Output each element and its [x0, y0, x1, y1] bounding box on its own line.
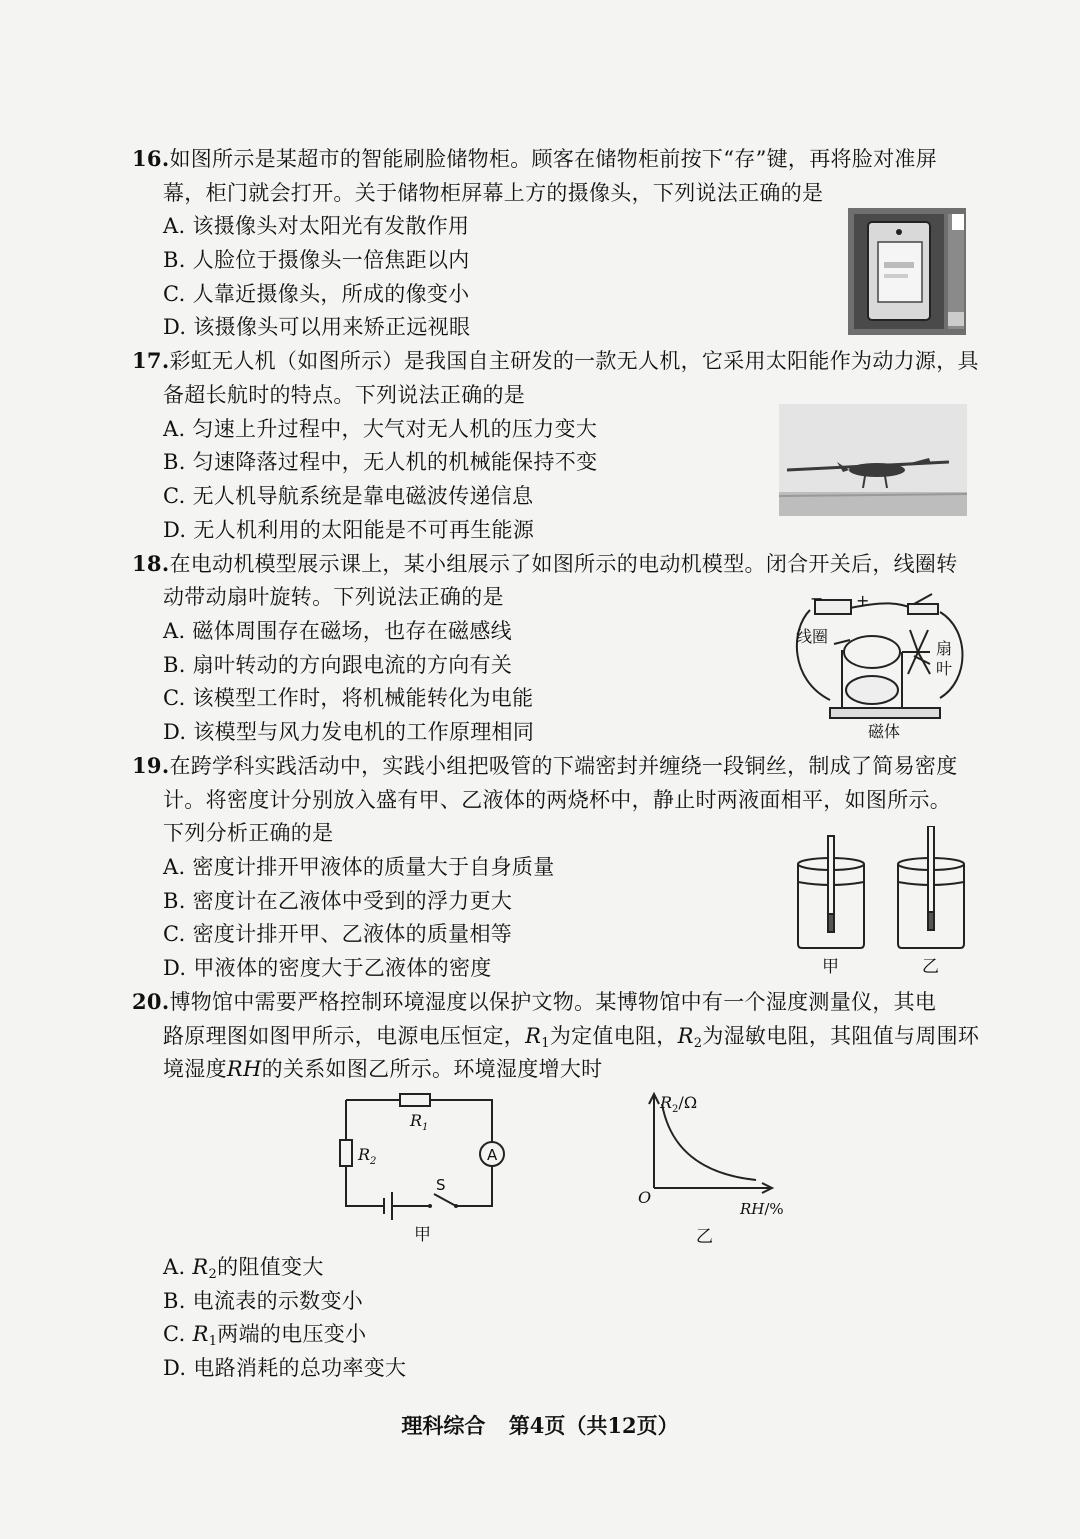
motor-model-figure	[790, 590, 970, 740]
coil-label: 线圈	[796, 627, 829, 646]
q17-option-c: C. 无人机导航系统是靠电磁波传递信息	[163, 484, 534, 508]
q16-stem-line2: 幕，柜门就会打开。关于储物柜屏幕上方的摄像头，下列说法正确的是	[163, 181, 824, 205]
beaker-jia-label: 甲	[822, 957, 839, 976]
fan-label-2: 叶	[936, 659, 953, 678]
beaker-jia	[798, 836, 864, 948]
circuit-r1-label: $R_1$	[410, 1111, 429, 1133]
locker-photo	[848, 208, 966, 335]
q19-stem-line3: 下列分析正确的是	[163, 821, 334, 845]
beaker-yi-label: 乙	[922, 957, 939, 976]
circuit-r2-label: $R_2$	[358, 1145, 377, 1167]
q19-number: 19.	[132, 753, 170, 778]
q17-option-b: B. 匀速降落过程中，无人机的机械能保持不变	[163, 450, 598, 474]
q19-option-c: C. 密度计排开甲、乙液体的质量相等	[163, 922, 513, 946]
q20-stem-line2: 路原理图如图甲所示，电源电压恒定，$R_1$为定值电阻，$R_2$为湿敏电阻，其阻值与周围环	[163, 1024, 980, 1051]
circuit-caption: 甲	[414, 1225, 431, 1245]
q16-option-d: D. 该摄像头可以用来矫正远视眼	[163, 315, 471, 339]
q16-stem-line1: 16.如图所示是某超市的智能刷脸储物柜。顾客在储物柜前按下“存”键，再将脸对准屏	[132, 146, 938, 171]
fan-label-1: 扇	[936, 639, 953, 658]
footer-page: 第4页（共12页）	[508, 1413, 679, 1438]
magnet-label: 磁体	[868, 722, 901, 740]
q20-option-a: A. $R_2$的阻值变大	[163, 1255, 324, 1282]
motor-minus-label: −	[810, 590, 824, 608]
q20-option-b: B. 电流表的示数变小	[163, 1289, 364, 1313]
q20-number: 20.	[132, 989, 170, 1014]
r2-rh-graph	[630, 1088, 800, 1246]
q18-option-c: C. 该模型工作时，将机械能转化为电能	[163, 686, 534, 710]
ammeter-label: A	[487, 1146, 498, 1164]
q19-option-d: D. 甲液体的密度大于乙液体的密度	[163, 956, 492, 980]
q17-stem-line1: 17.彩虹无人机（如图所示）是我国自主研发的一款无人机，它采用太阳能作为动力源，具	[132, 348, 979, 373]
beakers-figure	[792, 826, 972, 976]
motor-plus-label: +	[856, 591, 870, 610]
drone-photo	[779, 404, 967, 516]
q20-option-c: C. $R_1$两端的电压变小	[163, 1322, 367, 1349]
q20-option-d: D. 电路消耗的总功率变大	[163, 1356, 407, 1380]
graph-x-label: RH/%	[740, 1200, 784, 1218]
q16-option-a: A. 该摄像头对太阳光有发散作用	[163, 214, 470, 238]
graph-caption: 乙	[696, 1227, 713, 1246]
q16-option-c: C. 人靠近摄像头，所成的像变小	[163, 282, 470, 306]
page-footer	[0, 1410, 1080, 1440]
q19-option-b: B. 密度计在乙液体中受到的浮力更大	[163, 889, 513, 913]
q16-option-b: B. 人脸位于摄像头一倍焦距以内	[163, 248, 470, 272]
q18-option-a: A. 磁体周围存在磁场，也存在磁感线	[163, 619, 512, 643]
graph-y-label: $R_2/\Omega$	[660, 1093, 698, 1115]
q18-option-b: B. 扇叶转动的方向跟电流的方向有关	[163, 653, 513, 677]
footer-subject: 理科综合	[401, 1413, 486, 1438]
circuit-diagram	[330, 1090, 520, 1250]
q17-option-a: A. 匀速上升过程中，大气对无人机的压力变大	[163, 417, 598, 441]
q19-option-a: A. 密度计排开甲液体的质量大于自身质量	[163, 855, 555, 879]
q16-number: 16.	[132, 146, 170, 171]
q17-option-d: D. 无人机利用的太阳能是不可再生能源	[163, 518, 535, 542]
graph-origin-label: O	[638, 1188, 652, 1207]
q17-number: 17.	[132, 348, 170, 373]
q17-stem-line2: 备超长航时的特点。下列说法正确的是	[163, 383, 526, 407]
q19-stem-line1: 19.在跨学科实践活动中，实践小组把吸管的下端密封并缠绕一段铜丝，制成了简易密度	[132, 753, 958, 778]
q20-stem-line3: 境湿度RH的关系如图乙所示。环境湿度增大时	[163, 1057, 603, 1081]
q19-stem-line2: 计。将密度计分别放入盛有甲、乙液体的两烧杯中，静止时两液面相平，如图所示。	[163, 788, 952, 812]
q18-stem-line1: 18.在电动机模型展示课上，某小组展示了如图所示的电动机模型。闭合开关后，线圈转	[132, 551, 958, 576]
switch-label: S	[436, 1176, 446, 1194]
q18-option-d: D. 该模型与风力发电机的工作原理相同	[163, 720, 535, 744]
beaker-yi	[898, 826, 964, 948]
q18-stem-line2: 动带动扇叶旋转。下列说法正确的是	[163, 585, 504, 609]
q18-number: 18.	[132, 551, 170, 576]
q20-stem-line1: 20.博物馆中需要严格控制环境湿度以保护文物。某博物馆中有一个湿度测量仪，其电	[132, 989, 937, 1014]
